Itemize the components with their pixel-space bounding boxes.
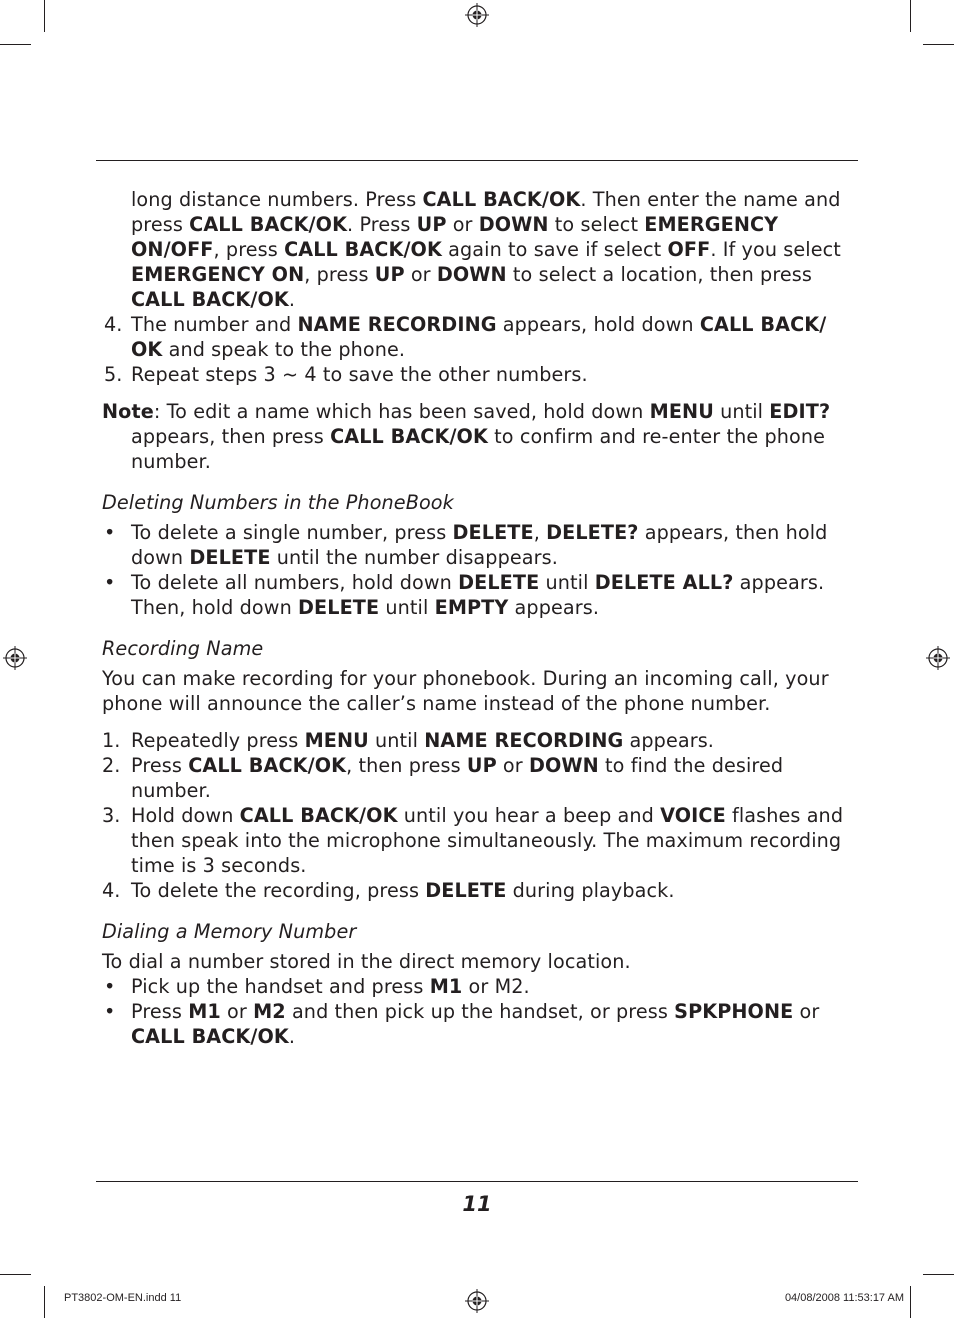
note: [102, 399, 854, 474]
bold-term: CALL BACK/OK: [131, 288, 289, 311]
bold-term: DELETE: [452, 521, 534, 544]
section-heading-deleting: Deleting Numbers in the PhoneBook: [102, 491, 454, 514]
list-marker: 4.: [104, 313, 123, 336]
bold-term: UP: [416, 213, 447, 236]
bold-term: CALL BACK/OK: [284, 238, 442, 261]
bold-term: EMPTY: [434, 596, 509, 619]
bold-term: MENU: [304, 729, 369, 752]
bullet-item: [102, 999, 854, 1049]
page-number: 11: [462, 1192, 492, 1216]
bold-term: CALL BACK/OK: [422, 188, 581, 211]
list-item-text: Hold down CALL BACK/OK until you hear a beep and VOICE flashes and then speak into the microphone simultaneously. The maximum recording time is 3 seconds.: [131, 804, 844, 877]
slug-timestamp: 04/08/2008 11:53:17 AM: [784, 1292, 904, 1304]
slug-filename: PT3802-OM-EN.indd 11: [64, 1292, 182, 1304]
bullet-text: To delete all numbers, hold down DELETE until DELETE ALL? appears. Then, hold down DELETE until EMPTY appears.: [131, 571, 825, 619]
list-marker: 4.: [102, 879, 121, 902]
bullet-text: Press M1 or M2 and then pick up the handset, or press SPKPHONE or CALL BACK/OK.: [131, 1000, 820, 1048]
crosshair-circle-icon: [3, 646, 27, 670]
crop-mark: [0, 44, 31, 45]
recording-steps-list: [102, 728, 854, 903]
bold-term: VOICE: [660, 804, 726, 827]
header-rule: [96, 160, 858, 161]
bold-term: CALL BACK/OK: [189, 213, 348, 236]
crop-mark: [44, 0, 45, 32]
bold-term: NAME RECORDING: [297, 313, 497, 336]
list-item: [102, 753, 854, 803]
bold-term: EMERGENCY ON: [131, 263, 305, 286]
bold-term: CALL BACK/ OK: [131, 313, 827, 361]
bold-term: DELETE: [425, 879, 507, 902]
list-item-text: Press CALL BACK/OK, then press UP or DOWN to find the desired number.: [131, 754, 784, 802]
bold-term: NAME RECORDING: [424, 729, 624, 752]
crop-mark: [910, 0, 911, 32]
bold-term: EDIT?: [769, 400, 831, 423]
bold-term: SPKPHONE: [674, 1000, 794, 1023]
crop-mark: [923, 44, 954, 45]
crop-mark: [44, 1286, 45, 1318]
bullet-text: Pick up the handset and press M1 or M2.: [131, 975, 530, 998]
bold-term: OFF: [667, 238, 711, 261]
steps-top-list: [102, 312, 854, 387]
crop-mark: [923, 1274, 954, 1275]
crop-mark: [910, 1286, 911, 1318]
list-item-text: Repeat steps 3 ~ 4 to save the other numbers.: [131, 363, 588, 386]
list-marker: 5.: [104, 363, 123, 386]
bold-term: EMERGENCY ON/OFF: [131, 213, 779, 261]
bullet-item: [102, 520, 854, 570]
bold-term: DELETE ALL?: [594, 571, 734, 594]
list-item-text: To delete the recording, press DELETE during playback.: [131, 879, 675, 902]
crosshair-circle-icon: [465, 1289, 489, 1313]
list-marker: 2.: [102, 754, 121, 777]
section-heading-recording: Recording Name: [102, 637, 264, 660]
note-text: : To edit a name which has been saved, hold down MENU until EDIT? appears, then press CALL BACK/OK to confirm and re-enter the phone number.: [131, 400, 831, 473]
continued-step-text: long distance numbers. Press CALL BACK/OK. Then enter the name and press CALL BACK/OK. Press UP or DOWN to select EMERGENCY ON/OFF, press CALL BACK/OK again to save if select OFF. If you select EMERGENCY ON, press UP or DOWN to select a location, then press CALL BACK/OK.: [131, 188, 841, 311]
bold-term: CALL BACK/OK: [239, 804, 398, 827]
list-item: [102, 362, 854, 387]
footer-rule: [96, 1181, 858, 1182]
bold-term: DELETE: [298, 596, 380, 619]
bold-term: DOWN: [478, 213, 549, 236]
crosshair-circle-icon: [926, 646, 950, 670]
crop-mark: [0, 1274, 31, 1275]
bullet-marker: •: [104, 571, 116, 594]
bold-term: MENU: [649, 400, 714, 423]
list-marker: 3.: [102, 804, 121, 827]
bullet-text: To delete a single number, press DELETE, DELETE? appears, then hold down DELETE until the number disappears.: [131, 521, 828, 569]
bold-term: UP: [466, 754, 497, 777]
bold-term: DELETE?: [546, 521, 639, 544]
list-item: [102, 803, 854, 878]
list-item-text: The number and NAME RECORDING appears, hold down CALL BACK/ OK and speak to the phone.: [131, 313, 827, 361]
bullet-marker: •: [104, 975, 116, 998]
bullet-marker: •: [104, 1000, 116, 1023]
page-content: [102, 187, 854, 1049]
bullet-marker: •: [104, 521, 116, 544]
crosshair-circle-icon: [465, 3, 489, 27]
dialing-intro: To dial a number stored in the direct memory location.: [102, 950, 631, 973]
bold-term: M1: [429, 975, 463, 998]
bold-term: UP: [374, 263, 405, 286]
list-item: [102, 728, 854, 753]
bold-term: M2: [253, 1000, 286, 1023]
bold-term: CALL BACK/OK: [131, 1025, 289, 1048]
bold-term: M1: [188, 1000, 221, 1023]
list-item: [102, 878, 854, 903]
section-heading-dialing: Dialing a Memory Number: [102, 920, 357, 943]
bold-term: DELETE: [458, 571, 540, 594]
bold-term: CALL BACK/OK: [188, 754, 347, 777]
list-item-text: Repeatedly press MENU until NAME RECORDING appears.: [131, 729, 715, 752]
bold-term: CALL BACK/OK: [330, 425, 488, 448]
note-label: Note: [102, 400, 154, 423]
bold-term: DOWN: [528, 754, 599, 777]
list-marker: 1.: [102, 729, 121, 752]
list-item: [102, 312, 854, 362]
deleting-bullet-list: [102, 520, 854, 620]
recording-intro: You can make recording for your phonebook. During an incoming call, your phone will announce the caller’s name instead of the phone number.: [102, 667, 829, 715]
bullet-item: [102, 974, 854, 999]
bold-term: DOWN: [436, 263, 507, 286]
bullet-item: [102, 570, 854, 620]
bold-term: DELETE: [189, 546, 271, 569]
dialing-bullet-list: [102, 974, 854, 1049]
